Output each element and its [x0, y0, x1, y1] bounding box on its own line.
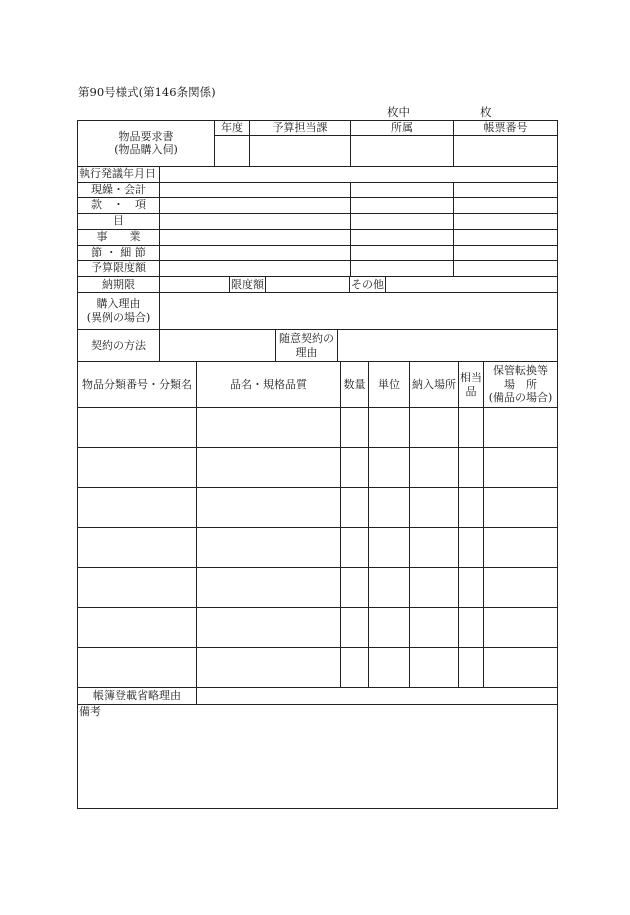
- project-field-3[interactable]: [454, 229, 558, 245]
- form-title: [78, 121, 215, 167]
- delivery-place-cell[interactable]: [410, 488, 459, 528]
- item-row: [78, 648, 558, 688]
- item-row: [78, 448, 558, 488]
- delivery-table: [77, 276, 558, 293]
- negotiated-reason-label: [276, 330, 338, 362]
- account-field-2[interactable]: [351, 182, 454, 197]
- omission-reason-field[interactable]: [197, 688, 558, 705]
- ledger-number-header: 帳票番号: [454, 121, 558, 136]
- remarks-label: 備考: [79, 705, 101, 718]
- quantity-cell[interactable]: [341, 488, 369, 528]
- equivalent-header: [459, 362, 484, 408]
- budget-section-header: 予算担当課: [250, 121, 351, 136]
- item-row: [78, 608, 558, 648]
- equivalent-cell[interactable]: [459, 488, 484, 528]
- budget-limit-field-2[interactable]: [351, 260, 454, 276]
- budget-section-field[interactable]: [250, 135, 351, 166]
- form-title-line1: 物品要求書: [118, 129, 174, 143]
- delivery-place-cell[interactable]: [410, 608, 459, 648]
- equivalent-cell[interactable]: [459, 448, 484, 488]
- quantity-cell[interactable]: [341, 608, 369, 648]
- contract-method-label: 契約の方法: [78, 330, 160, 362]
- subsection-field-1[interactable]: [160, 245, 351, 260]
- unit-cell[interactable]: [369, 608, 410, 648]
- classification-cell[interactable]: [78, 648, 197, 688]
- storage-cell[interactable]: [484, 408, 558, 448]
- storage-header-line1: 保管転換等: [493, 363, 548, 377]
- limit-amount-field[interactable]: [266, 277, 350, 293]
- affiliation-header: 所属: [351, 121, 454, 136]
- fiscal-year-field[interactable]: [215, 135, 250, 166]
- delivery-place-cell[interactable]: [410, 528, 459, 568]
- other-label: その他: [351, 277, 384, 291]
- negotiated-reason-line1: 随意契約の: [279, 331, 334, 345]
- form-title-line2: (物品購入伺): [114, 143, 178, 157]
- classification-header: 物品分類番号・分類名: [78, 362, 197, 408]
- execution-date-field[interactable]: [160, 166, 558, 182]
- purchase-reason-line1: 購入理由: [96, 297, 141, 311]
- account-field-1[interactable]: [160, 182, 351, 197]
- quantity-cell[interactable]: [341, 648, 369, 688]
- purchase-reason-line2: (異例の場合): [86, 311, 151, 324]
- equivalent-cell[interactable]: [459, 608, 484, 648]
- delivery-place-cell[interactable]: [410, 648, 459, 688]
- name-spec-cell[interactable]: [197, 488, 341, 528]
- section-item-field-2[interactable]: [351, 197, 454, 213]
- storage-cell[interactable]: [484, 648, 558, 688]
- delivery-deadline-field[interactable]: [160, 277, 230, 293]
- project-field-2[interactable]: [351, 229, 454, 245]
- item-list-table: [77, 361, 558, 688]
- equivalent-cell[interactable]: [459, 648, 484, 688]
- equivalent-cell[interactable]: [459, 528, 484, 568]
- negotiated-reason-line2: 理由: [295, 345, 318, 359]
- storage-cell[interactable]: [484, 488, 558, 528]
- classification-cell[interactable]: [78, 608, 197, 648]
- storage-cell[interactable]: [484, 608, 558, 648]
- account-label: 現繰・会計: [78, 182, 160, 197]
- equivalent-header-line1: 相当: [460, 370, 482, 384]
- item-row: [78, 568, 558, 608]
- item-field-1[interactable]: [160, 213, 351, 229]
- affiliation-field[interactable]: [351, 135, 454, 166]
- subsection-field-3[interactable]: [454, 245, 558, 260]
- form-number: 第90号様式(第146条関係): [78, 85, 216, 99]
- subsection-field-2[interactable]: [351, 245, 454, 260]
- item-field-2[interactable]: [351, 213, 454, 229]
- budget-limit-field-1[interactable]: [160, 260, 351, 276]
- unit-cell[interactable]: [369, 448, 410, 488]
- request-header-table: [77, 120, 558, 277]
- classification-cell[interactable]: [78, 488, 197, 528]
- quantity-cell[interactable]: [341, 408, 369, 448]
- item-row: [78, 528, 558, 568]
- name-spec-cell[interactable]: [197, 408, 341, 448]
- classification-cell[interactable]: [78, 568, 197, 608]
- equivalent-cell[interactable]: [459, 408, 484, 448]
- delivery-place-cell[interactable]: [410, 448, 459, 488]
- storage-header-line2: 場 所: [504, 377, 537, 391]
- storage-header-line3: (備品の場合): [488, 391, 553, 405]
- limit-amount-label: 限度額: [231, 277, 264, 291]
- unit-cell[interactable]: [369, 488, 410, 528]
- project-label: 事 業: [78, 229, 160, 245]
- execution-date-label: 執行発議年月日: [78, 166, 160, 182]
- name-spec-cell[interactable]: [197, 448, 341, 488]
- storage-header: [484, 362, 558, 408]
- name-spec-cell[interactable]: [197, 528, 341, 568]
- item-row: [78, 488, 558, 528]
- unit-cell[interactable]: [369, 528, 410, 568]
- quantity-cell[interactable]: [341, 568, 369, 608]
- name-spec-cell[interactable]: [197, 648, 341, 688]
- name-spec-header: 品名・規格品質: [197, 362, 341, 408]
- delivery-place-cell[interactable]: [410, 568, 459, 608]
- other-field[interactable]: [386, 277, 558, 293]
- unit-header: 単位: [369, 362, 410, 408]
- section-item-field-3[interactable]: [454, 197, 558, 213]
- budget-limit-field-3[interactable]: [454, 260, 558, 276]
- item-field-3[interactable]: [454, 213, 558, 229]
- classification-cell[interactable]: [78, 408, 197, 448]
- delivery-deadline-label: 納期限: [78, 277, 160, 293]
- contract-method-field[interactable]: [160, 330, 276, 362]
- unit-cell[interactable]: [369, 568, 410, 608]
- project-field-1[interactable]: [160, 229, 351, 245]
- unit-cell[interactable]: [369, 648, 410, 688]
- subsection-label: 節 ・ 細 節: [78, 245, 160, 260]
- delivery-place-header: 納入場所: [410, 362, 459, 408]
- quantity-header: 数量: [341, 362, 369, 408]
- sheet-of-label: 枚中: [387, 105, 410, 119]
- remarks-field[interactable]: [78, 705, 558, 809]
- purchase-reason-field[interactable]: [160, 293, 558, 330]
- negotiated-reason-field[interactable]: [338, 330, 558, 362]
- classification-cell[interactable]: [78, 528, 197, 568]
- name-spec-cell[interactable]: [197, 568, 341, 608]
- omission-reason-label: 帳簿登載省略理由: [78, 688, 197, 705]
- section-item-label: 款 ・ 項: [78, 197, 160, 213]
- reason-table: [77, 292, 558, 362]
- budget-limit-label: 予算限度額: [78, 260, 160, 276]
- item-row: [78, 408, 558, 448]
- delivery-place-cell[interactable]: [410, 408, 459, 448]
- quantity-cell[interactable]: [341, 528, 369, 568]
- section-item-field-1[interactable]: [160, 197, 351, 213]
- footer-table: [77, 687, 558, 809]
- purchase-reason-label: [78, 293, 160, 330]
- fiscal-year-header: 年度: [215, 121, 250, 136]
- account-field-3[interactable]: [454, 182, 558, 197]
- storage-cell[interactable]: [484, 448, 558, 488]
- equivalent-header-line2: 品: [465, 384, 477, 398]
- unit-cell[interactable]: [369, 408, 410, 448]
- equivalent-cell[interactable]: [459, 568, 484, 608]
- item-rows: [78, 408, 558, 688]
- storage-cell[interactable]: [484, 528, 558, 568]
- name-spec-cell[interactable]: [197, 608, 341, 648]
- item-label: 目: [78, 213, 160, 229]
- ledger-number-field[interactable]: [454, 135, 558, 166]
- storage-cell[interactable]: [484, 568, 558, 608]
- classification-cell[interactable]: [78, 448, 197, 488]
- quantity-cell[interactable]: [341, 448, 369, 488]
- sheet-unit-label: 枚: [480, 105, 492, 119]
